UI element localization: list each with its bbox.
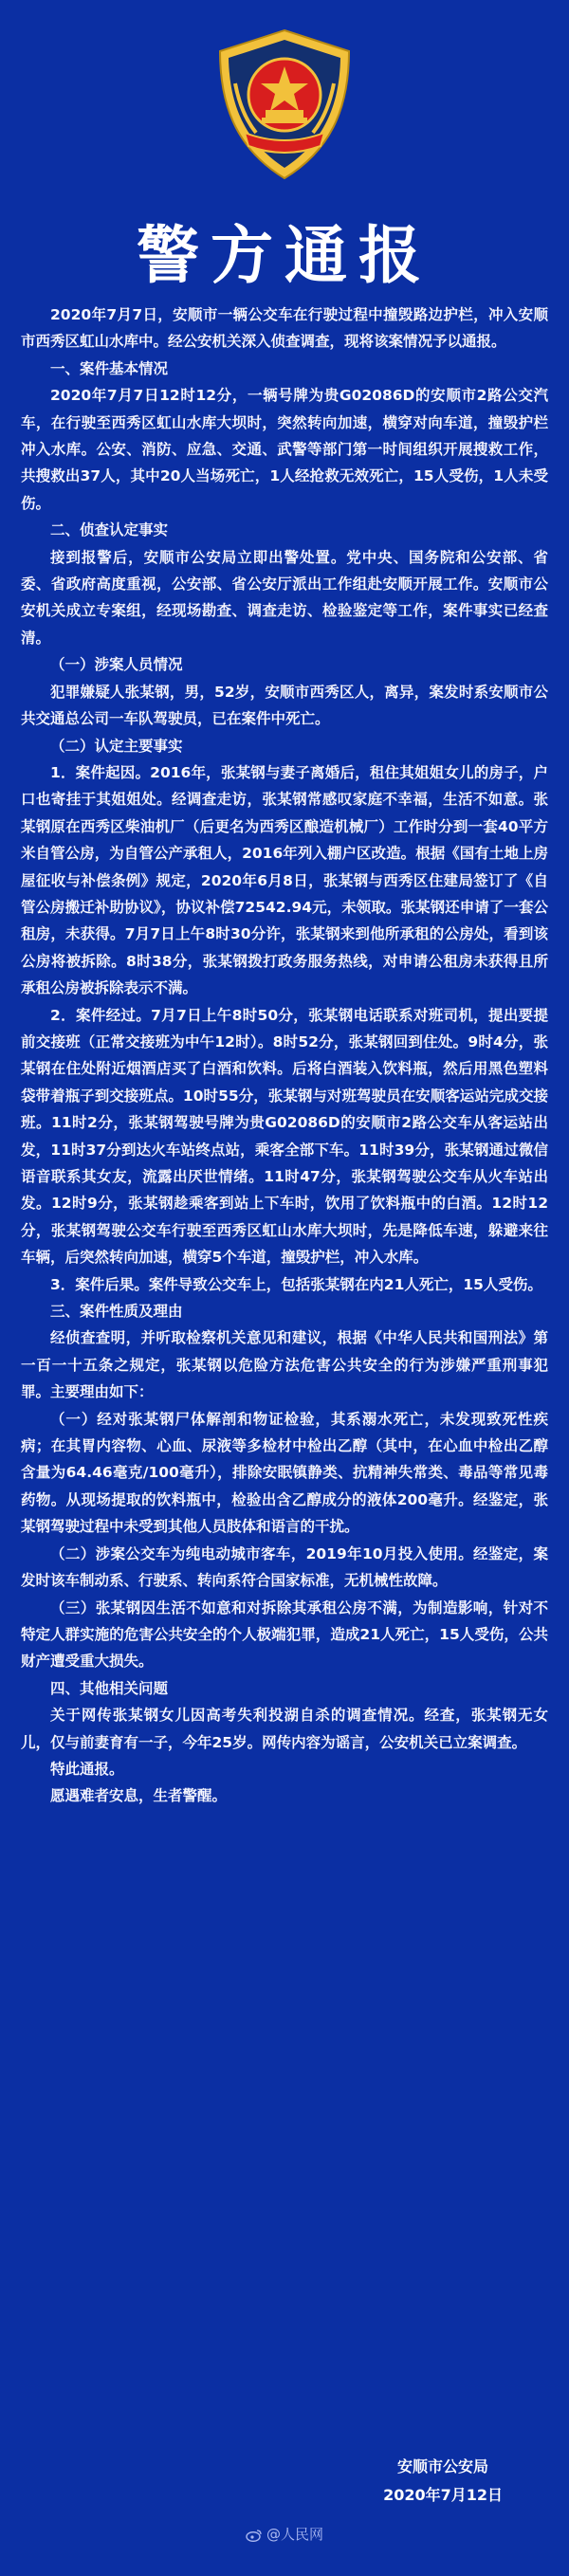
section-heading: 三、案件性质及理由 <box>50 1303 183 1321</box>
page-title: 警方通报 <box>137 219 432 292</box>
body-paragraph: 2020年7月7日12时12分，一辆号牌为贵G02086D的安顺市2路公交汽车，在行驶至西秀区虹山水库大坝时，突然转向加速，横穿对向车道，撞毁护栏冲入水库。公安、消防、应急、交通、武警等部门第一时间组织开展搜救工作，共搜救出37人，其中20人当场死亡，1人经抢救无效死亡，15人受伤，1人未受伤。 <box>21 387 548 512</box>
section-heading: 四、其他相关问题 <box>50 1679 169 1697</box>
body-paragraph: 1．案件起因。2016年，张某钢与妻子离婚后，租住其姐姐女儿的房子，户口也寄挂于其姐姐处。经调查走访，张某钢常感叹家庭不幸福，生活不如意。张某钢原在西秀区柴油机厂（后更名为西秀区酿造机械厂）工作时分到一套40平方米自管公房，为自管公产承租人，2016年列入棚户区改造。根据《国有土地上房屋征收与补偿条例》规定，2020年6月8日，张某钢与西秀区住建局签订了《自管公房搬迁补助协议》，协议补偿72542.94元，未领取。张某钢还申请了一套公租房，未获得。7月7日上午8时30分许，张某钢来到他所承租的公房处，看到该公房将被拆除。8时38分，张某钢拨打政务服务热线，对申请公租房未获得且所承租公房被拆除表示不满。 <box>21 763 548 997</box>
section-heading: 二、侦查认定事实 <box>50 521 169 539</box>
body-paragraph: 3．案件后果。案件导致公交车上，包括张某钢在内21人死亡，15人受伤。 <box>50 1275 542 1293</box>
watermark-text: @人民网 <box>266 2526 323 2543</box>
intro-paragraph: 2020年7月7日，安顺市一辆公交车在行驶过程中撞毁路边护栏，冲入安顺市西秀区虹山水库中。经公安机关深入侦查调查，现将该案情况予以通报。 <box>21 306 548 351</box>
body-paragraph: （三）张某钢因生活不如意和对拆除其承租公房不满，为制造影响，针对不特定人群实施的危害公共安全的个人极端犯罪，造成21人死亡，15人受伤，公共财产遭受重大损失。 <box>21 1599 548 1671</box>
body-paragraph: 关于网传张某钢女儿因高考失利投湖自杀的调查情况。经查，张某钢无女儿，仅与前妻育有一子，今年25岁。网传内容为谣言，公安机关已立案调查。 <box>21 1707 548 1751</box>
body-paragraph: 犯罪嫌疑人张某钢，男，52岁，安顺市西秀区人，离异，案发时系安顺市公共交通总公司一车队驾驶员，已在案件中死亡。 <box>21 683 548 728</box>
notice-body <box>21 301 548 1810</box>
section-heading: 一、案件基本情况 <box>50 359 169 377</box>
subsection-heading: （一）涉案人员情况 <box>50 656 183 674</box>
body-paragraph: （一）经对张某钢尸体解剖和物证检验，其系溺水死亡，未发现致死性疾病；在其胃内容物、心血、尿液等多检材中检出乙醇（其中，在心血中检出乙醇含量为64.46毫克/100毫升），排除安眠镇静类、抗精神失常类、毒品等常见毒药物。从现场提取的饮料瓶中，检验出含乙醇成分的液体200毫升。经鉴定，张某钢驾驶过程中未受到其他人员肢体和语言的干扰。 <box>21 1410 548 1536</box>
body-paragraph: 经侦查查明，并听取检察机关意见和建议，根据《中华人民共和国刑法》第一百一十五条之规定，张某钢以危险方法危害公共安全的行为涉嫌严重刑事犯罪。主要理由如下： <box>21 1329 548 1401</box>
body-paragraph: 2．案件经过。7月7日上午8时50分，张某钢电话联系对班司机，提出要提前交接班（正常交接班为中午12时）。8时52分，张某钢回到住处。9时4分，张某钢在住处附近烟酒店买了白酒和饮料。后将白酒装入饮料瓶，然后用黑色塑料袋带着瓶子到交接班点。10时55分，张某钢与对班驾驶员在安顺客运站完成交接班。11时2分，张某钢驾驶号牌为贵G02086D的安顺市2路公交车从客运站出发，11时37分到达火车站终点站，乘客全部下车。11时39分，张某钢通过微信语音联系其女友，流露出厌世情绪。11时47分，张某钢驾驶公交车从火车站出发。12时9分，张某钢趁乘客到站上下车时，饮用了饮料瓶中的白酒。12时12分，张某钢驾驶公交车行驶至西秀区虹山水库大坝时，先是降低车速，躲避来往车辆，后突然转向加速，横穿5个车道，撞毁护栏，冲入水库。 <box>21 1006 548 1267</box>
weibo-icon <box>246 2529 263 2542</box>
watermark <box>0 2524 569 2544</box>
body-paragraph: 接到报警后，安顺市公安局立即出警处置。党中央、国务院和公安部、省委、省政府高度重视，公安部、省公安厅派出工作组赴安顺开展工作。安顺市公安机关成立专案组，经现场勘查、调查走访、检验鉴定等工作，案件事实已经查清。 <box>21 548 548 647</box>
closing-line: 愿遇难者安息，生者警醒。 <box>50 1787 228 1805</box>
issue-date: 2020年7月12日 <box>383 2486 503 2504</box>
issuer-name: 安顺市公安局 <box>397 2457 489 2476</box>
police-emblem-icon <box>207 27 362 182</box>
closing-line: 特此通报。 <box>50 1760 124 1778</box>
signature-block <box>383 2453 503 2510</box>
subsection-heading: （二）认定主要事实 <box>50 737 183 755</box>
body-paragraph: （二）涉案公交车为纯电动城市客车，2019年10月投入使用。经鉴定，案发时该车制动系、行驶系、转向系符合国家标准，无机械性故障。 <box>21 1544 548 1590</box>
